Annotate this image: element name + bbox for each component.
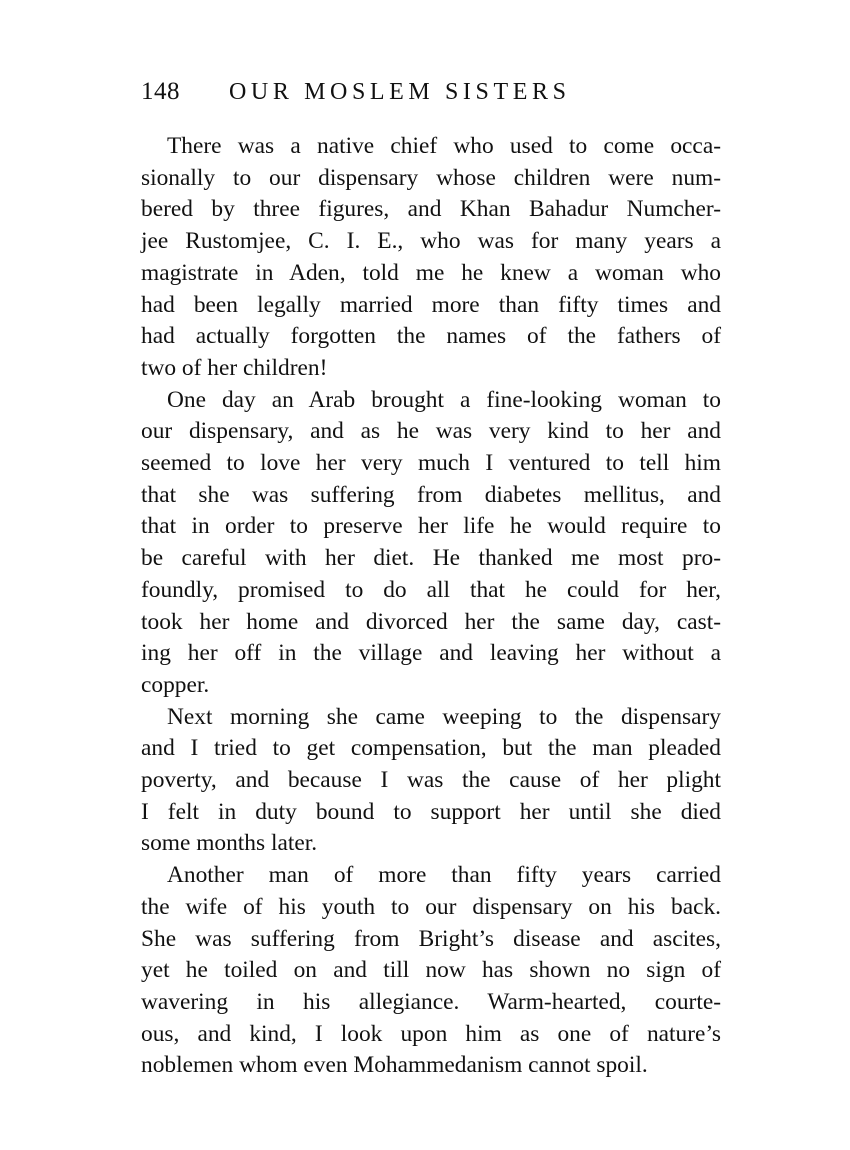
book-title: OUR MOSLEM SISTERS (229, 79, 571, 105)
text-line: some months later. (141, 830, 318, 857)
text-line: ous, and kind, I look upon him as one of nature’s (141, 1020, 721, 1047)
text-line: wavering in his allegiance. Warm-hearted, courte- (141, 988, 721, 1015)
text-line: magistrate in Aden, told me he knew a woman who (141, 259, 721, 286)
text-line: be careful with her diet. He thanked me most pro- (141, 545, 721, 572)
paragraph-next-morning (141, 702, 721, 861)
page-number: 148 (141, 78, 180, 105)
text-line: two of her children! (141, 354, 328, 381)
text-line: sionally to our dispensary whose children were num- (141, 164, 721, 191)
text-line: noblemen whom even Mohammedanism cannot spoil. (141, 1052, 648, 1079)
running-head (141, 78, 721, 114)
text-line: the wife of his youth to our dispensary on his back. (141, 893, 721, 920)
text-line: She was suffering from Bright’s disease and ascites, (141, 925, 721, 952)
text-line: There was a native chief who used to come occa- (167, 133, 721, 159)
text-line: Another man of more than fifty years carried (167, 862, 721, 889)
text-line: copper. (141, 671, 210, 698)
text-line: our dispensary, and as he was very kind to her and (141, 418, 721, 445)
text-line: I felt in duty bound to support her until she died (141, 798, 721, 825)
text-line: poverty, and because I was the cause of her plight (141, 767, 721, 794)
text-line: Next morning she came weeping to the dispensary (167, 703, 721, 730)
text-line: that she was suffering from diabetes mellitus, and (141, 481, 721, 508)
text-line: seemed to love her very much I ventured to tell him (141, 450, 721, 477)
paragraph-native-chief (141, 131, 721, 385)
text-line: One day an Arab brought a fine-looking woman to (167, 386, 721, 413)
paragraph-arab-woman (141, 385, 721, 702)
text-line: ing her off in the village and leaving her without a (141, 640, 721, 667)
text-line: and I tried to get compensation, but the man pleaded (141, 735, 721, 762)
text-line: jee Rustomjee, C. I. E., who was for many years a (141, 228, 721, 255)
text-line: bered by three figures, and Khan Bahadur Numcher- (141, 196, 721, 223)
text-line: that in order to preserve her life he would require to (141, 513, 721, 540)
text-line: foundly, promised to do all that he could for her, (141, 576, 721, 603)
body-text (141, 131, 721, 1082)
text-line: yet he toiled on and till now has shown no sign of (141, 957, 721, 984)
text-line: had been legally married more than fifty times and (141, 291, 721, 318)
text-line: had actually forgotten the names of the fathers of (141, 323, 721, 350)
text-line: took her home and divorced her the same day, cast- (141, 608, 721, 635)
paragraph-another-man (141, 860, 721, 1082)
